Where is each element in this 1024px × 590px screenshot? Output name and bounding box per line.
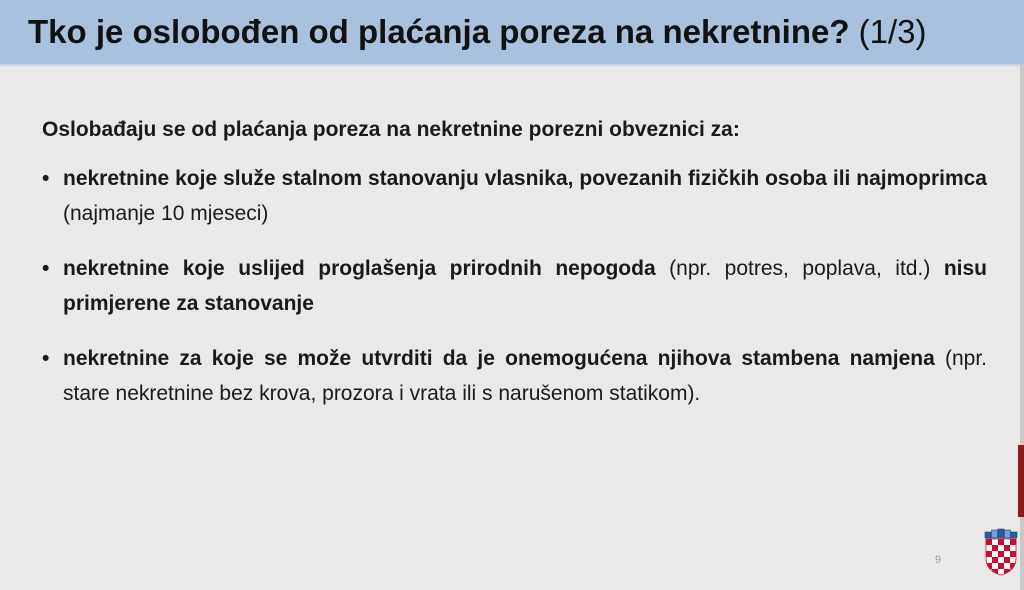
bullet-dot: •	[42, 257, 50, 280]
bullet-list	[42, 161, 987, 411]
bullet-bold-text: nekretnine koje služe stalnom stanovanju vlasnika, povezanih fizičkih osoba ili najmoprimca	[63, 167, 987, 190]
slide-title-pager: (1/3)	[858, 13, 927, 50]
bullet-item	[42, 251, 987, 321]
bullet-bold-text-2: nisu primjerene za stanovanje	[63, 257, 987, 315]
bullet-bold-text: nekretnine za koje se može utvrditi da je onemogućena njihova stambena namjena	[63, 347, 935, 370]
slide-content	[42, 112, 987, 431]
bullet-normal-text: (najmanje 10 mjeseci)	[63, 202, 269, 225]
bullet-dot: •	[42, 347, 50, 370]
slide-title	[28, 10, 927, 54]
bullet-normal-text: (npr. stare nekretnine bez krova, prozora i vrata ili s narušenom statikom).	[63, 347, 988, 405]
title-bar	[0, 0, 1024, 66]
bullet-dot: •	[42, 167, 50, 190]
page-number: 9	[935, 554, 942, 566]
red-edge-marker	[1018, 445, 1024, 517]
bullet-normal-text: (npr. potres, poplava, itd.)	[655, 257, 944, 280]
slide-title-text: Tko je oslobođen od plaćanja poreza na nekretnine?	[28, 13, 850, 50]
bullet-item	[42, 341, 987, 411]
intro-text: Oslobađaju se od plaćanja poreza na nekretnine porezni obveznici za:	[42, 118, 740, 141]
bullet-item	[42, 161, 987, 231]
croatian-coat-of-arms-icon	[984, 528, 1018, 576]
bullet-bold-text: nekretnine koje uslijed proglašenja prirodnih nepogoda	[63, 257, 656, 280]
